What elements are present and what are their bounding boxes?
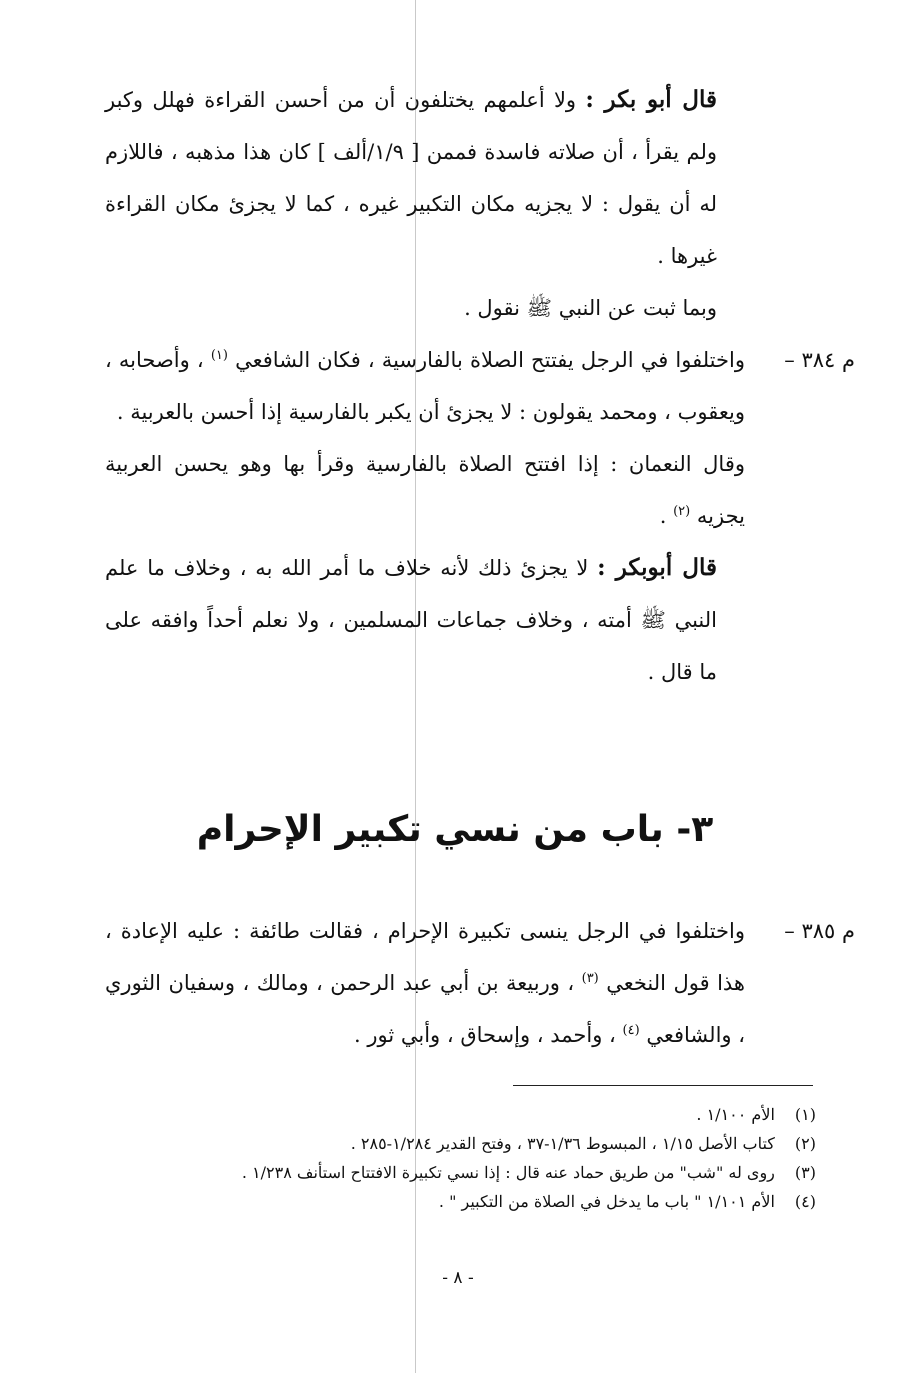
issue-385 (105, 905, 855, 1061)
paragraph-text: ، وأحمد ، وإسحاق ، وأبي ثور . (354, 1023, 616, 1047)
paragraph-text: واختلفوا في الرجل يفتتح الصلاة بالفارسية ، فكان الشافعي (235, 348, 745, 372)
paragraph-text: ، وربيعة بن أبي عبد الرحمن ، ومالك ، وسفيان الثوري ، والشافعي (105, 971, 745, 1047)
issue-number: م ٣٨٥ – (784, 919, 855, 943)
footnotes (150, 1100, 816, 1216)
paragraph-text: ولا أعلمهم يختلفون أن من أحسن القراءة فهلل وكبر ولم يقرأ ، أن صلاته فاسدة فممن [ ١/٩/ألف ] كان هذا مذهبه ، فاللازم له أن يقول : لا يجزيه مكان التكبير غيره ، كما لا يجزئ مكان القراءة غيرها . (105, 88, 717, 268)
second-text-block (105, 905, 855, 1061)
chapter-title: ٣- باب من نسي تكبير الإحرام (196, 809, 714, 850)
paragraph-text: ، وأصحابه ، ويعقوب ، ومحمد يقولون : لا يجزئ أن يكبر بالفارسية إذا أحسن بالعربية . (105, 348, 745, 424)
footnote-text: الأم ١/١٠٠ . (696, 1105, 775, 1124)
footnote-item (150, 1100, 816, 1129)
footnote-item (150, 1187, 816, 1216)
footnote-item (150, 1129, 816, 1158)
footnote-text: كتاب الأصل ١/١٥ ، المبسوط ١/٣٦-٣٧ ، وفتح القدير ١/٢٨٤-٢٨٥ . (350, 1134, 775, 1153)
paragraph-abu-bakr-2 (105, 542, 805, 698)
paragraph-text: واختلفوا في الرجل ينسى تكبيرة الإحرام ، فقالت طائفة : عليه الإعادة ، هذا قول النخعي (105, 919, 746, 995)
paragraph-text: وبما ثبت عن النبي ﷺ نقول . (464, 296, 717, 320)
footnote-text: الأم ١/١٠١ " باب ما يدخل في الصلاة من التكبير " . (438, 1192, 775, 1211)
footnote-ref[interactable]: (٣) (581, 971, 599, 986)
issue-number: م ٣٨٤ – (784, 348, 855, 372)
footnote-text: روى له "شب" من طريق حماد عنه قال : إذا نسي تكبيرة الافتتاح استأنف ١/٢٣٨ . (241, 1163, 775, 1182)
footnote-item (150, 1158, 816, 1187)
paragraph-prophet (105, 282, 805, 334)
footnote-number: (٣) (794, 1163, 816, 1182)
paragraph-text: لا يجزئ ذلك لأنه خلاف ما أمر الله به ، وخلاف ما علم النبي ﷺ أمته ، وخلاف جماعات المسلمين ، ولا نعلم أحداً وافقه على ما قال . (105, 556, 717, 684)
footnote-ref[interactable]: (٢) (673, 504, 691, 519)
paragraph-numan (105, 438, 805, 542)
footnote-ref[interactable]: (٤) (622, 1023, 640, 1038)
issue-384 (105, 334, 855, 438)
footnote-number: (١) (794, 1105, 816, 1124)
paragraph-text: . (659, 504, 667, 528)
paragraph-text: وقال النعمان : إذا افتتح الصلاة بالفارسية وقرأ بها وهو يحسن العربية يجزيه (105, 452, 745, 528)
footnote-number: (٢) (794, 1134, 816, 1153)
paragraph-abu-bakr-1 (105, 74, 805, 282)
footnote-number: (٤) (794, 1192, 816, 1211)
main-text-block (105, 74, 855, 698)
speaker-lead: قال أبوبكر : (597, 554, 718, 581)
footnote-separator (513, 1085, 813, 1086)
footnote-ref[interactable]: (١) (210, 348, 228, 363)
speaker-lead: قال أبو بكر : (585, 86, 717, 113)
page-number: - ٨ - (442, 1268, 474, 1288)
